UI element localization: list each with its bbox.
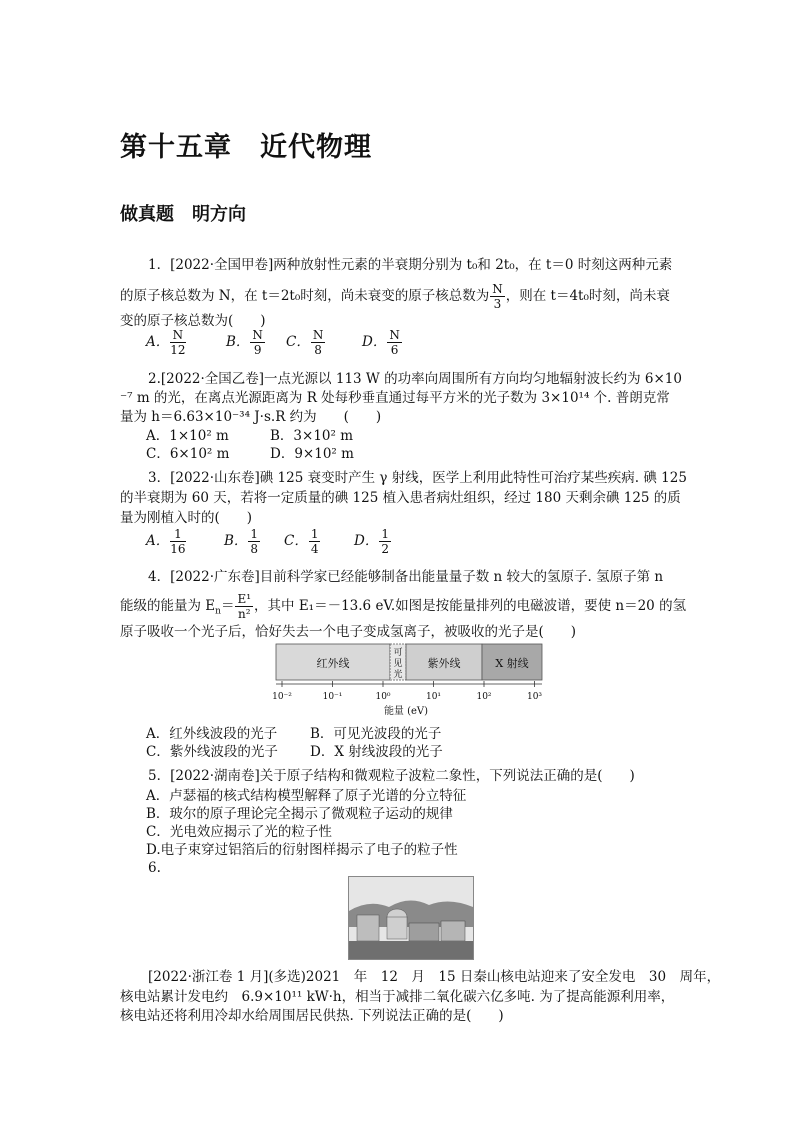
q2-option-c[interactable]: C．6×10² m bbox=[146, 446, 230, 462]
q1-option-d[interactable]: D． $\frac{N}{6}$ bbox=[362, 328, 400, 357]
q4-equals: ＝ bbox=[220, 598, 235, 614]
q4-frac-numerator: E¹ bbox=[237, 592, 252, 606]
q3-line-3: 量为刚植入时的( ) bbox=[120, 510, 253, 526]
q1-fraction bbox=[490, 282, 505, 311]
q5-option-b[interactable]: B．玻尔的原子理论完全揭示了微观粒子运动的规律 bbox=[146, 806, 453, 822]
q2-line-1: 2.[2022·全国乙卷]一点光源以 113 W 的功率向周围所有方向均匀地辐射波长约为 6×10 bbox=[148, 371, 682, 387]
q3-option-b[interactable]: B． $\frac{1}{8}$ bbox=[224, 527, 259, 556]
q4-fraction bbox=[235, 592, 253, 621]
q1-option-a[interactable]: A． $\frac{N}{12}$ bbox=[146, 328, 186, 357]
q1-option-b[interactable]: B． $\frac{N}{9}$ bbox=[226, 328, 263, 357]
q1-frac-numerator: N bbox=[492, 282, 503, 296]
q4-option-a[interactable]: A．红外线波段的光子 bbox=[146, 726, 278, 742]
q2-line-2: ⁻⁷ m 的光，在离点光源距离为 R 处每秒垂直通过每平方米的光子数为 3×10¹⁴ 个. 普朗克常 bbox=[120, 390, 670, 406]
chapter-title: 第十五章 近代物理 bbox=[120, 132, 372, 163]
q1-line-2a: 的原子核总数为 N，在 t＝2t₀时刻，尚未衰变的原子核总数为 bbox=[120, 288, 490, 304]
q1-option-c[interactable]: C． $\frac{N}{8}$ bbox=[286, 328, 324, 357]
q4-line-2b: ，其中 E₁＝－13.6 eV.如图是按能量排列的电磁波谱，要使 n＝20 的氢 bbox=[254, 598, 687, 614]
q6-line-1: [2022·浙江卷 1 月](多选)2021 年 12 月 15 日秦山核电站迎来了安全发电 30 周年， bbox=[148, 969, 721, 985]
q1-frac-denominator: 3 bbox=[493, 297, 502, 311]
photo-reactor bbox=[387, 917, 407, 939]
q5-option-a[interactable]: A．卢瑟福的核式结构模型解释了原子光谱的分立特征 bbox=[146, 788, 467, 804]
nuclear-plant-photo bbox=[348, 876, 474, 960]
q5-line-1: 5．[2022·湖南卷]关于原子结构和微观粒子波粒二象性，下列说法正确的是( ) bbox=[148, 768, 635, 784]
q4-line-2a: 能级的能量为 E bbox=[120, 598, 216, 614]
tick-label: 10⁰ bbox=[375, 692, 391, 702]
q4-option-b[interactable]: B．可见光波段的光子 bbox=[310, 726, 442, 742]
q1-line-3: 变的原子核总数为( ) bbox=[120, 313, 266, 329]
photo-building-mid bbox=[409, 923, 439, 941]
q2-option-a[interactable]: A．1×10² m bbox=[146, 428, 229, 444]
tick-label: 10² bbox=[476, 692, 492, 702]
q4-option-c[interactable]: C．紫外线波段的光子 bbox=[146, 744, 278, 760]
photo-building-right bbox=[441, 921, 465, 941]
tick-label: 10¹ bbox=[425, 692, 442, 702]
q3-option-d[interactable]: D． $\frac{1}{2}$ bbox=[354, 527, 389, 556]
q4-line-3: 原子吸收一个光子后，恰好失去一个电子变成氢离子，被吸收的光子是( ) bbox=[120, 624, 577, 640]
q4-line-2 bbox=[120, 592, 686, 621]
photo-building-left bbox=[357, 915, 379, 941]
q4-frac-denominator: n² bbox=[237, 607, 251, 621]
q1-line-2 bbox=[120, 282, 670, 311]
q5-option-c[interactable]: C．光电效应揭示了光的粒子性 bbox=[146, 824, 332, 840]
q2-option-b[interactable]: B．3×10² m bbox=[270, 428, 354, 444]
q6-line-2: 核电站累计发电约 6.9×10¹¹ kW·h，相当于减排二氧化碳六亿多吨. 为了提高能源利用率， bbox=[120, 989, 675, 1005]
q2-option-d[interactable]: D．9×10² m bbox=[270, 446, 354, 462]
q6-number: 6. bbox=[148, 860, 161, 876]
band-ultraviolet-label: 紫外线 bbox=[427, 657, 461, 670]
q2-line-3: 量为 h＝6.63×10⁻³⁴ J·s.R 约为 ( ) bbox=[120, 409, 382, 425]
q1-line-2b: ，则在 t＝4t₀时刻，尚未衰 bbox=[505, 288, 670, 304]
q3-line-1: 3．[2022·山东卷]碘 125 衰变时产生 γ 射线，医学上利用此特性可治疗某些疾病. 碘 125 bbox=[148, 470, 687, 486]
q1-line-1: 1．[2022·全国甲卷]两种放射性元素的半衰期分别为 t₀和 2t₀，在 t＝0 时刻这两种元素 bbox=[148, 257, 673, 273]
q4-subscript-n: n bbox=[215, 606, 221, 617]
tick-label: 10⁻² bbox=[272, 692, 292, 702]
q4-line-1: 4．[2022·广东卷]目前科学家已经能够制备出能量量子数 n 较大的氢原子. 氢原子第 n bbox=[148, 569, 664, 585]
section-title: 做真题 明方向 bbox=[120, 204, 246, 225]
band-xray-label: X 射线 bbox=[495, 657, 529, 670]
q3-option-c[interactable]: C． $\frac{1}{4}$ bbox=[284, 527, 319, 556]
spectrum-diagram bbox=[272, 644, 543, 717]
tick-label: 10⁻¹ bbox=[322, 692, 343, 702]
q6-line-3: 核电站还将利用冷却水给周围居民供热. 下列说法正确的是( ) bbox=[120, 1008, 504, 1024]
photo-ground bbox=[349, 941, 473, 959]
q3-line-2: 的半衰期为 60 天，若将一定质量的碘 125 植入患者病灶组织，经过 180 天剩余碘 125 的质 bbox=[120, 490, 681, 506]
q3-option-a[interactable]: A． $\frac{1}{16}$ bbox=[146, 527, 186, 556]
band-infrared-label: 红外线 bbox=[316, 657, 350, 670]
band-visible-label: 可见光 bbox=[393, 648, 403, 680]
q5-option-d[interactable]: D.电子束穿过铝箔后的衍射图样揭示了电子的粒子性 bbox=[146, 842, 458, 858]
tick-label: 10³ bbox=[526, 692, 543, 702]
energy-axis-label: 能量 (eV) bbox=[383, 706, 429, 717]
q4-option-d[interactable]: D．X 射线波段的光子 bbox=[310, 744, 443, 760]
